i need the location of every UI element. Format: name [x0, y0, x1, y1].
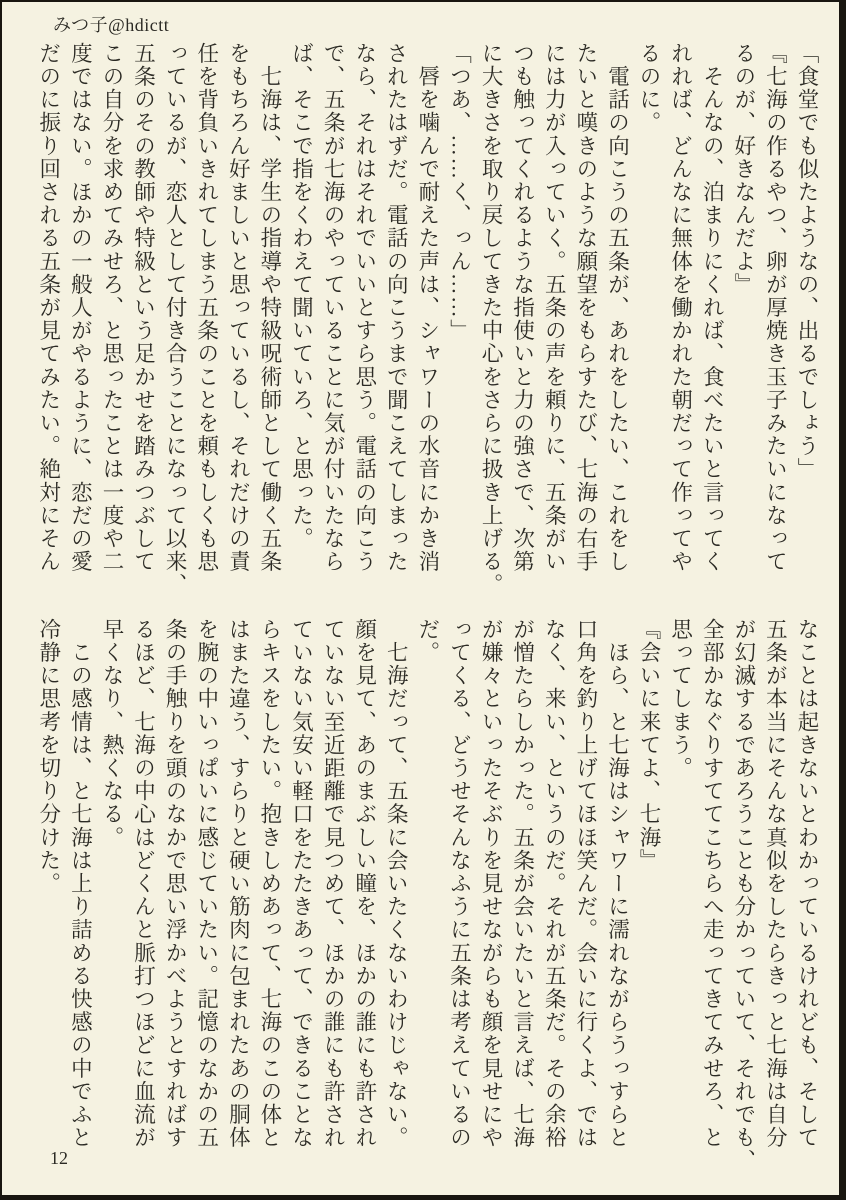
text-column: をもちろん好ましいと思っているし、それだけの責	[226, 42, 251, 574]
text-column: 唇を噛んで耐えた声は、シャワーの水音にかき消	[415, 42, 440, 574]
vertical-text-block-top	[32, 42, 822, 597]
text-column: るのが、好きなんだよ』	[731, 42, 756, 297]
text-column: 任を背負いきれてしまう五条のことを頼もしくも思	[194, 42, 219, 574]
text-column: 口角を釣り上げてほほ笑んだ。会いに行くよ、では	[573, 618, 598, 1150]
vertical-text-block-bottom	[32, 618, 822, 1173]
text-column: そんなの、泊まりにくれば、食べたいと言ってく	[700, 42, 725, 574]
text-column: ほら、と七海はシャワーに濡れながらうっすらと	[605, 618, 630, 1150]
text-column: この自分を求めてみせろ、と思ったことは一度や二	[99, 42, 124, 574]
text-column: っているが、恋人として付き合うことになって以来、	[163, 42, 188, 597]
text-column: れれば、どんなに無体を働かれた朝だって作ってや	[668, 42, 693, 574]
text-column: 全部かなぐりすててこちらへ走ってきてみせろ、と	[700, 618, 725, 1150]
text-column: 顔を見て、あのまぶしい瞳を、ほかの誰にも許され	[352, 618, 377, 1150]
text-column: 五条のその教師や特級という足かせを踏みつぶして	[131, 42, 156, 574]
text-column: なら、それはそれでいいとすら思う。電話の向こう	[352, 42, 377, 574]
text-column: 「食堂でも似たようなの、出るでしょう」	[795, 42, 819, 481]
text-column: 冷静に思考を切り分けた。	[36, 618, 61, 896]
page-number: 12	[50, 1148, 68, 1168]
text-column: 七海だって、五条に会いたくないわけじゃない。	[384, 618, 409, 1150]
text-column: には力が入っていく。五条の声を頼りに、五条がい	[542, 42, 567, 574]
text-column: 度ではない。ほかの一般人がやるように、恋だの愛	[68, 42, 93, 574]
text-column: 七海は、学生の指導や特級呪術師として働く五条	[257, 42, 282, 574]
text-column: るほど、七海の中心はどくんと脈打つほどに血流が	[131, 618, 156, 1150]
text-column: ってくる、どうせそんなふうに五条は考えているの	[447, 618, 472, 1150]
text-column: ていない至近距離で見つめて、ほかの誰にも許され	[321, 618, 346, 1150]
text-column: ば、そこで指をくわえて聞いていろ、と思った。	[289, 42, 314, 551]
text-column: なく、来い、というのだ。それが五条だ。その余裕	[542, 618, 567, 1150]
text-column: されたはずだ。電話の向こうまで聞こえてしまった	[384, 42, 409, 574]
text-column: に大きさを取り戻してきた中心をさらに扱き上げる。	[479, 42, 504, 597]
text-column: はまた違う、すらりと硬い筋肉に包まれたあの胴体	[226, 618, 251, 1150]
text-column: るのに。	[637, 42, 662, 135]
text-column: 『七海の作るやつ、卵が厚焼き玉子みたいになって	[763, 42, 788, 574]
text-column: 思ってしまう。	[668, 618, 693, 780]
text-column: 早くなり、熱くなる。	[99, 618, 124, 849]
text-column: 電話の向こうの五条が、あれをしたい、これをし	[605, 42, 630, 574]
text-column: を腕の中いっぱいに感じていたい。記憶のなかの五	[194, 618, 219, 1150]
text-column: 五条が本当にそんな真似をしたらきっと七海は自分	[763, 618, 788, 1150]
text-column: 条の手触りを頭のなかで思い浮かべようとすればす	[163, 618, 188, 1150]
text-column: らキスをしたい。抱きしめあって、七海のこの体と	[257, 618, 282, 1150]
text-column: 「つあ、……く、っん……」	[447, 42, 472, 343]
text-column: だ。	[415, 618, 440, 665]
text-column: が憎たらしかった。五条が会いたいと言えば、七海	[510, 618, 535, 1150]
text-column: 『会いに来てよ、七海』	[637, 618, 662, 873]
text-column: が幻滅するであろうことも分かっていて、それでも、	[731, 618, 756, 1173]
text-column: なことは起きないとわかっているけれども、そして	[795, 618, 819, 1150]
text-column: が嫌々といったそぶりを見せながらも顔を見せにや	[479, 618, 504, 1150]
text-column: たいと嘆きのような願望をもらすたび、七海の右手	[573, 42, 598, 574]
text-column: で、五条が七海のやっていることに気が付いたなら	[321, 42, 346, 574]
text-column: つも触ってくれるような指使いと力の強さで、次第	[510, 42, 535, 574]
text-column: この感情は、と七海は上り詰める快感の中でふと	[68, 618, 93, 1150]
author-credit: みつ子@hdictt	[53, 15, 170, 35]
text-column: だのに振り回される五条が見てみたい。絶対にそん	[36, 42, 61, 574]
text-column: ていない気安い軽口をたたきあって、できることな	[289, 618, 314, 1150]
